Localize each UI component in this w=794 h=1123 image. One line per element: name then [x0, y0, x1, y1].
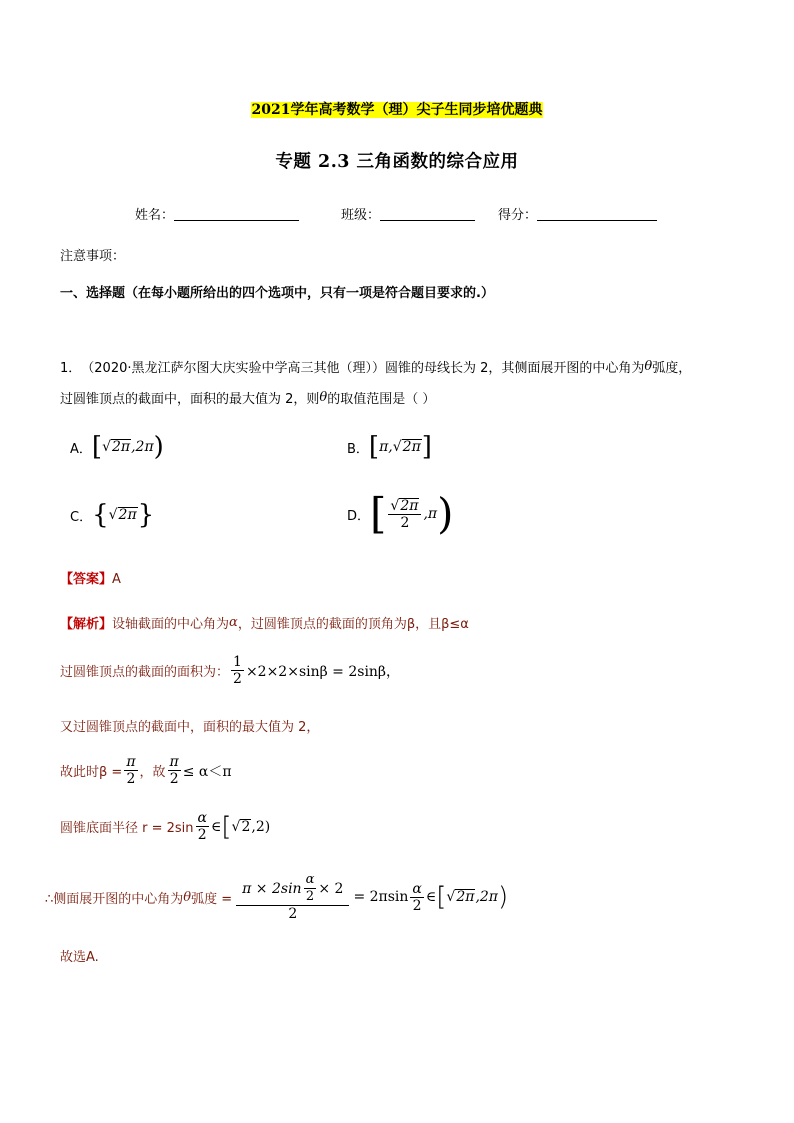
- option-b[interactable]: B． [ π, √2π ]: [347, 432, 432, 462]
- score-blank[interactable]: [537, 207, 657, 221]
- score-field: [498, 204, 657, 223]
- angle-fraction: π × 2sin $\frac{\alpha}{2}$ × 2 2: [236, 872, 349, 922]
- question-1-line-2: 过圆锥顶点的截面中，面积的最大值为 2，则 θ 的取值范围是（ ）: [60, 390, 436, 407]
- analysis-label: 【解析】: [60, 617, 113, 632]
- name-blank[interactable]: [174, 207, 299, 221]
- option-a[interactable]: A． [ √2π ,2π ): [70, 432, 164, 462]
- option-d-fraction: $\frac{√2\pi}{2}$: [388, 498, 421, 531]
- document-header: [0, 100, 794, 120]
- analysis-line-5: 圆锥底面半径 r = 2sin $\frac{\alpha}{2}$ ∈ [ √2 ,2): [60, 810, 271, 843]
- option-d[interactable]: D． [ $\frac{√2\pi}{2}$ ,π ): [347, 489, 454, 538]
- option-c[interactable]: C． { √2π }: [70, 500, 155, 530]
- theta-symbol: θ: [644, 359, 653, 374]
- answer-line: [60, 568, 121, 587]
- notes-label: 注意事项：: [60, 249, 126, 264]
- analysis-line-4: 故此时β = $\frac{\pi}{2}$ ，故 $\frac{\pi}{2}$ ≤ α＜π: [60, 754, 232, 787]
- header-highlight: 2021学年高考数学（理）尖子生同步培优题典: [251, 102, 543, 118]
- class-field: [341, 204, 475, 223]
- analysis-line-3: 又过圆锥顶点的截面中，面积的最大值为 2，: [60, 720, 320, 735]
- name-label: 姓名：: [135, 208, 175, 223]
- question-1-line-1: 1． （2020·黑龙江萨尔图大庆实验中学高三其他（理））圆锥的母线长为 2，其侧面展开图的中心角为 θ 弧度，: [60, 359, 692, 376]
- name-field: [135, 204, 299, 223]
- page-title: 专题 2.3 三角函数的综合应用: [275, 152, 519, 172]
- analysis-line-2: 过圆锥顶点的截面的面积为： $\frac{1}{2}$ ×2×2×sinβ = 2sinβ，: [60, 654, 401, 687]
- analysis-line-6: ∴侧面展开图的中心角为 θ 弧度 = π × 2sin $\frac{\alpha}{2}$ × 2 2 = 2πsin $\frac{\alpha}{2}$ ∈ [ √2π ,2π ): [45, 872, 509, 922]
- analysis-conclusion: 故选A.: [60, 950, 99, 965]
- question-number: 1．: [60, 361, 82, 376]
- answer-value: A: [112, 572, 121, 587]
- analysis-line-1: 【解析】 设轴截面的中心角为 α ，过圆锥顶点的截面的顶角为β，且β≤α: [60, 615, 469, 632]
- score-label: 得分：: [498, 208, 538, 223]
- section-heading: 一、选择题（在每小题所给出的四个选项中，只有一项是符合题目要求的.）: [60, 286, 494, 301]
- answer-label: 【答案】: [60, 572, 113, 587]
- class-label: 班级：: [341, 208, 381, 223]
- class-blank[interactable]: [380, 207, 475, 221]
